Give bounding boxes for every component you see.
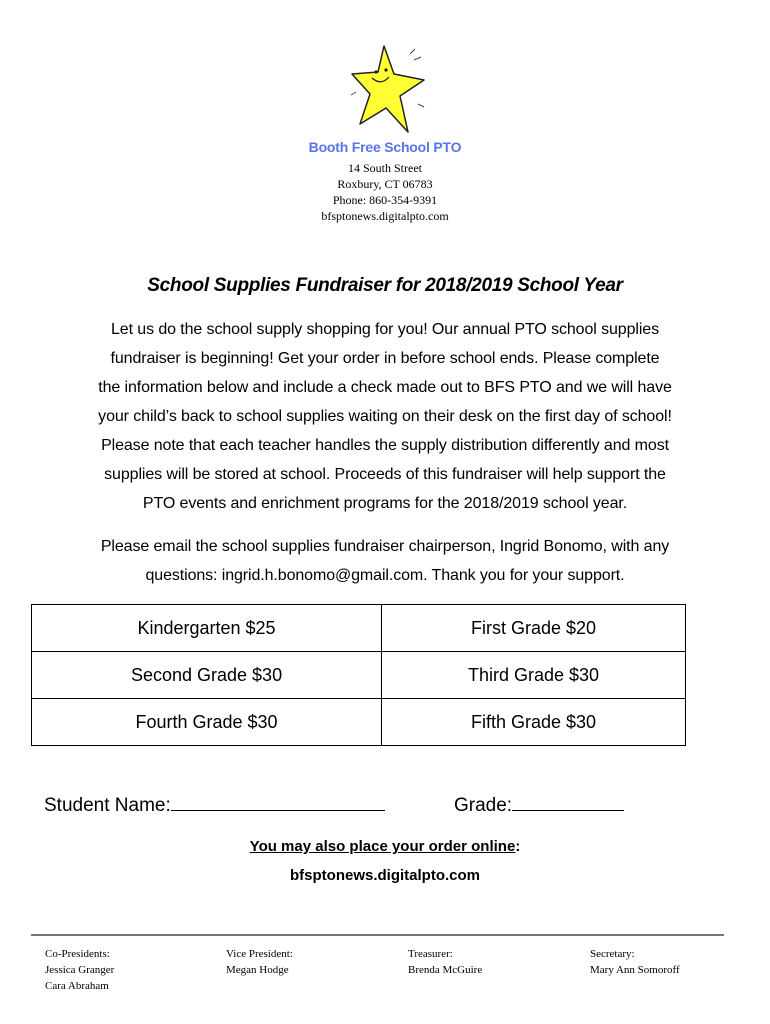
order-website-link[interactable]: bfsptonews.digitalpto.com (290, 867, 480, 884)
officer-role: Treasurer: (408, 948, 453, 960)
address-line-1: 14 South Street (348, 161, 422, 175)
footer-divider (31, 934, 724, 936)
org-name: Booth Free School PTO (308, 139, 462, 155)
table-row (32, 605, 686, 652)
intro-line: Let us do the school supply shopping for you! Our annual PTO school supplies (110, 321, 659, 338)
price-cell: Fifth Grade $30 (382, 699, 686, 746)
price-cell: Kindergarten $25 (32, 605, 382, 652)
page-title: School Supplies Fundraiser for 2018/2019 School Year (147, 275, 623, 296)
website-header: bfsptonews.digitalpto.com (321, 209, 449, 223)
contact-line: Please email the school supplies fundraiser chairperson, Ingrid Bonomo, with any (100, 538, 670, 555)
contact-line: questions: ingrid.h.bonomo@gmail.com. Thank you for your support. (145, 567, 625, 584)
officer-treasurer (408, 946, 482, 978)
intro-line: your child’s back to school supplies waiting on their desk on the first day of school! (98, 408, 672, 425)
intro-line: PTO events and enrichment programs for the 2018/2019 school year. (142, 495, 628, 512)
officer-name: Cara Abraham (45, 980, 109, 992)
officer-co-presidents (45, 946, 114, 994)
officer-role: Vice President: (226, 948, 293, 960)
intro-line: Please note that each teacher handles the supply distribution differently and most (101, 437, 669, 454)
student-name-line[interactable] (171, 792, 385, 811)
officer-name: Mary Ann Somoroff (590, 964, 680, 976)
student-name-label: Student Name: (44, 795, 171, 816)
price-cell: Second Grade $30 (32, 652, 382, 699)
officer-secretary (590, 946, 680, 978)
online-order-colon: : (515, 838, 521, 855)
phone-number: Phone: 860-354-9391 (332, 193, 438, 207)
officer-name: Megan Hodge (226, 964, 289, 976)
officer-role: Secretary: (590, 948, 635, 960)
officer-name: Brenda McGuire (408, 964, 483, 976)
student-name-field[interactable] (44, 792, 385, 817)
intro-line: fundraiser is beginning! Get your order in before school ends. Please complete (110, 350, 660, 367)
intro-line: supplies will be stored at school. Proceeds of this fundraiser will help support the (104, 466, 666, 483)
price-cell: Fourth Grade $30 (32, 699, 382, 746)
table-row (32, 652, 686, 699)
smiling-star-icon (348, 44, 428, 140)
online-order-heading (0, 838, 770, 855)
officer-vice-president (226, 946, 293, 978)
online-order-label: You may also place your order online (249, 838, 516, 855)
officer-role: Co-Presidents: (45, 948, 110, 960)
table-row (32, 699, 686, 746)
intro-line: the information below and include a check made out to BFS PTO and we will have (98, 379, 672, 396)
grade-label: Grade: (454, 795, 513, 816)
grade-field[interactable] (454, 792, 624, 817)
grade-line[interactable] (512, 792, 624, 811)
price-table (31, 604, 686, 746)
officer-name: Jessica Granger (45, 964, 115, 976)
address-line-2: Roxbury, CT 06783 (337, 177, 433, 191)
price-cell: Third Grade $30 (382, 652, 686, 699)
price-cell: First Grade $20 (382, 605, 686, 652)
